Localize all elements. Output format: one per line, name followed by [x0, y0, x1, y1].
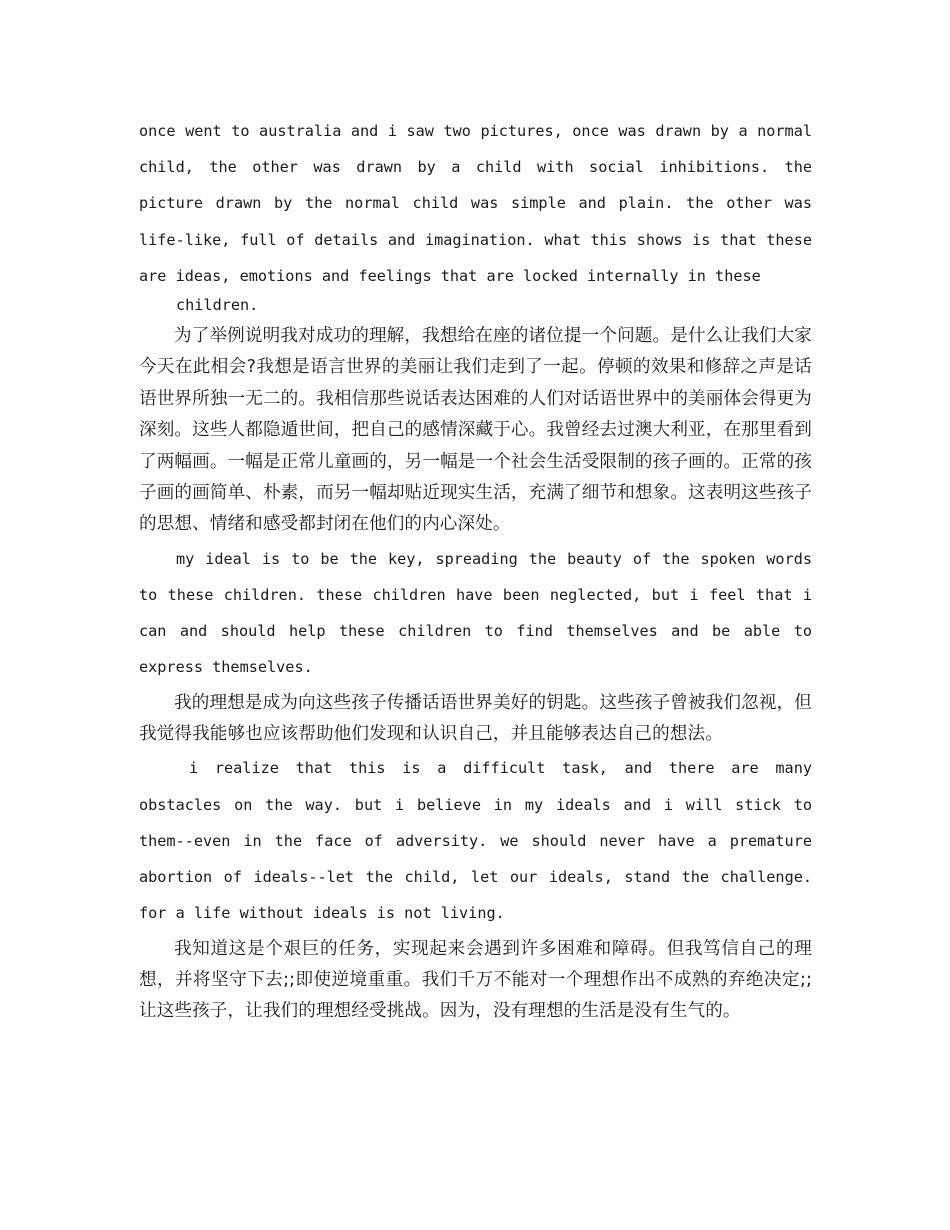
chinese-paragraph-2: 我的理想是成为向这些孩子传播话语世界美好的钥匙。这些孩子曾被我们忽视，但我觉得我能够也应该帮助他们发现和认识自己，并且能够表达自己的想法。 [139, 692, 812, 745]
english-paragraph-1-continuation: children. [176, 296, 259, 315]
chinese-paragraph-3: 我知道这是个艰巨的任务，实现起来会遇到许多困难和障碍。但我笃信自己的理想，并将坚守下去;;即使逆境重重。我们千万不能对一个理想作出不成熟的弃绝决定;;让这些孩子，让我们的理想经受挑战。因为，没有理想的生活是没有生气的。 [139, 938, 812, 1022]
english-paragraph-1: once went to australia and i saw two pictures, once was drawn by a normal child, the other was drawn by a child with social inhibitions. the picture drawn by the normal child was simple and plain. the other was life-like, full of details and imagination. what this shows is that these are ideas, emotions and feelings that are locked internally in these [139, 122, 812, 285]
english-paragraph-3: i realize that this is a difficult task, and there are many obstacles on the way. but i believe in my ideals and i will stick to them--even in the face of adversity. we should never have a premature abortion of ideals--let the child, let our ideals, stand the challenge. for a life without ideals is not living. [139, 759, 812, 923]
document-body [139, 113, 812, 1028]
english-paragraph-2: my ideal is to be the key, spreading the beauty of the spoken words to these children. these children have been neglected, but i feel that i can and should help these children to find themselves and be able to express themselves. [139, 549, 812, 677]
chinese-paragraph-1: 为了举例说明我对成功的理解，我想给在座的诸位提一个问题。是什么让我们大家今天在此相会?我想是语言世界的美丽让我们走到了一起。停顿的效果和修辞之声是话语世界所独一无二的。我相信那些说话表达困难的人们对话语世界中的美丽体会得更为深刻。这些人都隐遁世间，把自己的感情深藏于心。我曾经去过澳大利亚，在那里看到了两幅画。一幅是正常儿童画的，另一幅是一个社会生活受限制的孩子画的。正常的孩子画的画简单、朴素，而另一幅却贴近现实生活，充满了细节和想象。这表明这些孩子的思想、情绪和感受都封闭在他们的内心深处。 [139, 326, 812, 535]
